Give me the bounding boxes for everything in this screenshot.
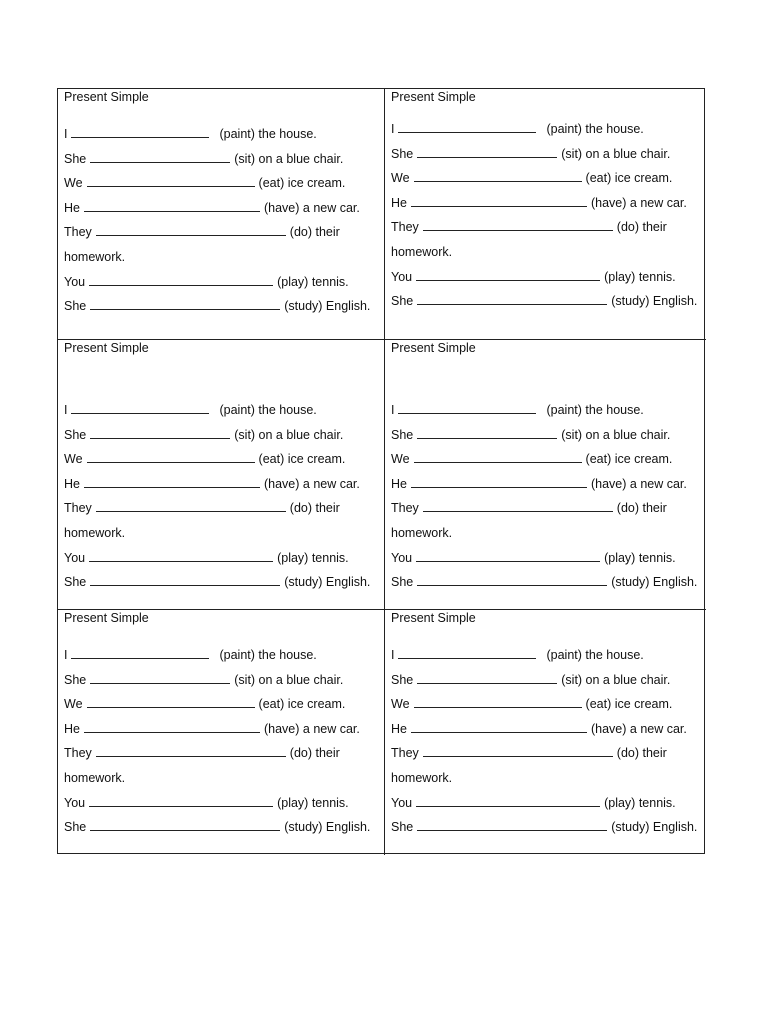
answer-blank[interactable] xyxy=(417,671,557,684)
line-prompt: (do) their homework. xyxy=(64,501,340,540)
line-prompt: (play) tennis. xyxy=(277,550,349,565)
line-prompt: (eat) ice cream. xyxy=(258,452,346,467)
exercise-line xyxy=(391,447,702,472)
line-prompt: (paint) the house. xyxy=(546,403,644,417)
answer-blank[interactable] xyxy=(411,194,587,207)
worksheet-card xyxy=(385,610,706,855)
line-subject: I xyxy=(64,127,68,141)
line-subject: I xyxy=(391,648,395,662)
line-prompt: (play) tennis. xyxy=(604,269,676,284)
exercise-line xyxy=(64,472,380,497)
line-subject: You xyxy=(64,795,86,810)
worksheet-card xyxy=(58,610,385,855)
line-prompt: (play) tennis. xyxy=(277,274,349,289)
exercise-line xyxy=(64,270,380,295)
line-subject: You xyxy=(391,795,413,810)
answer-blank[interactable] xyxy=(423,744,613,757)
line-prompt: (sit) on a blue chair. xyxy=(234,672,344,687)
line-subject: She xyxy=(64,575,87,590)
exercise-lines xyxy=(64,398,380,595)
answer-blank[interactable] xyxy=(90,150,230,163)
line-prompt: (play) tennis. xyxy=(604,550,676,565)
line-prompt: (paint) the house. xyxy=(546,648,644,662)
line-subject: She xyxy=(64,299,87,314)
exercise-line xyxy=(64,122,380,147)
line-prompt: (sit) on a blue chair. xyxy=(561,427,671,442)
worksheet-card xyxy=(385,89,706,340)
line-prompt: (study) English. xyxy=(611,820,698,835)
line-subject: He xyxy=(391,721,407,736)
exercise-line xyxy=(391,265,702,290)
exercise-line xyxy=(64,741,380,790)
answer-blank[interactable] xyxy=(90,573,280,586)
line-subject: They xyxy=(391,220,419,235)
line-subject: We xyxy=(391,697,410,712)
line-subject: We xyxy=(64,697,83,712)
exercise-line xyxy=(391,717,702,742)
line-subject: She xyxy=(391,294,414,309)
exercise-line xyxy=(391,423,702,448)
line-prompt: (do) their homework. xyxy=(391,746,667,785)
answer-blank[interactable] xyxy=(71,401,209,414)
exercise-line xyxy=(391,215,702,264)
exercise-lines xyxy=(64,643,380,840)
line-subject: They xyxy=(64,225,92,240)
answer-blank[interactable] xyxy=(417,818,607,831)
answer-blank[interactable] xyxy=(423,499,613,512)
line-prompt: (eat) ice cream. xyxy=(258,697,346,712)
card-title: Present Simple xyxy=(391,90,476,104)
answer-blank[interactable] xyxy=(411,475,587,488)
answer-blank[interactable] xyxy=(417,573,607,586)
line-prompt: (sit) on a blue chair. xyxy=(561,672,671,687)
line-subject: She xyxy=(391,427,414,442)
line-prompt: (have) a new car. xyxy=(263,721,360,736)
answer-blank[interactable] xyxy=(89,273,273,286)
exercise-line xyxy=(64,398,380,423)
line-prompt: (paint) the house. xyxy=(219,648,317,662)
line-subject: She xyxy=(64,427,87,442)
answer-blank[interactable] xyxy=(90,297,280,310)
exercise-line xyxy=(391,398,702,423)
exercise-lines xyxy=(391,398,702,595)
exercise-line xyxy=(64,717,380,742)
answer-blank[interactable] xyxy=(87,450,255,463)
exercise-line xyxy=(64,692,380,717)
answer-blank[interactable] xyxy=(414,169,582,182)
line-subject: She xyxy=(391,672,414,687)
answer-blank[interactable] xyxy=(414,450,582,463)
card-title: Present Simple xyxy=(64,341,149,355)
exercise-line xyxy=(391,496,702,545)
line-prompt: (eat) ice cream. xyxy=(258,176,346,191)
exercise-line xyxy=(391,117,702,142)
line-prompt: (sit) on a blue chair. xyxy=(561,146,671,161)
line-subject: They xyxy=(64,746,92,761)
line-subject: I xyxy=(64,648,68,662)
exercise-line xyxy=(391,289,702,314)
answer-blank[interactable] xyxy=(416,268,600,281)
exercise-line xyxy=(64,570,380,595)
answer-blank[interactable] xyxy=(417,426,557,439)
line-prompt: (eat) ice cream. xyxy=(585,452,673,467)
answer-blank[interactable] xyxy=(423,218,613,231)
line-prompt: (study) English. xyxy=(284,299,371,314)
exercise-line xyxy=(64,447,380,472)
exercise-lines xyxy=(64,122,380,319)
answer-blank[interactable] xyxy=(87,695,255,708)
line-prompt: (sit) on a blue chair. xyxy=(234,427,344,442)
answer-blank[interactable] xyxy=(71,646,209,659)
line-subject: We xyxy=(64,452,83,467)
line-subject: He xyxy=(64,200,80,215)
exercise-lines xyxy=(391,643,702,840)
answer-blank[interactable] xyxy=(71,125,209,138)
answer-blank[interactable] xyxy=(96,223,286,236)
line-subject: She xyxy=(391,575,414,590)
answer-blank[interactable] xyxy=(416,794,600,807)
line-prompt: (do) their homework. xyxy=(64,225,340,264)
line-subject: She xyxy=(391,146,414,161)
line-subject: She xyxy=(64,820,87,835)
answer-blank[interactable] xyxy=(414,695,582,708)
exercise-line xyxy=(391,546,702,571)
line-prompt: (study) English. xyxy=(611,575,698,590)
line-subject: I xyxy=(64,403,68,417)
line-subject: She xyxy=(64,151,87,166)
answer-blank[interactable] xyxy=(90,426,230,439)
line-subject: She xyxy=(391,820,414,835)
exercise-line xyxy=(64,815,380,840)
answer-blank[interactable] xyxy=(84,720,260,733)
answer-blank[interactable] xyxy=(84,475,260,488)
line-prompt: (have) a new car. xyxy=(590,195,687,210)
exercise-line xyxy=(391,166,702,191)
line-prompt: (study) English. xyxy=(611,294,698,309)
line-subject: You xyxy=(391,269,413,284)
line-subject: He xyxy=(391,476,407,491)
exercise-line xyxy=(64,668,380,693)
line-prompt: (eat) ice cream. xyxy=(585,171,673,186)
answer-blank[interactable] xyxy=(90,818,280,831)
answer-blank[interactable] xyxy=(398,646,536,659)
exercise-line xyxy=(391,791,702,816)
exercise-line xyxy=(64,423,380,448)
line-subject: She xyxy=(64,672,87,687)
line-prompt: (do) their homework. xyxy=(391,220,667,259)
answer-blank[interactable] xyxy=(417,292,607,305)
line-subject: I xyxy=(391,403,395,417)
exercise-line xyxy=(391,692,702,717)
worksheet-grid xyxy=(57,88,705,854)
answer-blank[interactable] xyxy=(398,120,536,133)
answer-blank[interactable] xyxy=(84,199,260,212)
line-subject: He xyxy=(391,195,407,210)
line-prompt: (have) a new car. xyxy=(590,721,687,736)
exercise-line xyxy=(391,191,702,216)
line-subject: He xyxy=(64,721,80,736)
line-subject: We xyxy=(64,176,83,191)
line-subject: We xyxy=(391,171,410,186)
card-title: Present Simple xyxy=(64,90,149,104)
exercise-line xyxy=(64,546,380,571)
answer-blank[interactable] xyxy=(89,794,273,807)
exercise-line xyxy=(391,472,702,497)
answer-blank[interactable] xyxy=(411,720,587,733)
answer-blank[interactable] xyxy=(96,499,286,512)
exercise-line xyxy=(64,294,380,319)
exercise-line xyxy=(64,196,380,221)
answer-blank[interactable] xyxy=(398,401,536,414)
exercise-line xyxy=(391,815,702,840)
card-title: Present Simple xyxy=(64,611,149,625)
exercise-line xyxy=(64,496,380,545)
exercise-line xyxy=(64,171,380,196)
answer-blank[interactable] xyxy=(89,549,273,562)
line-subject: They xyxy=(391,746,419,761)
worksheet-card xyxy=(385,340,706,610)
exercise-line xyxy=(391,643,702,668)
exercise-lines xyxy=(391,117,702,314)
exercise-line xyxy=(391,570,702,595)
line-prompt: (eat) ice cream. xyxy=(585,697,673,712)
line-subject: They xyxy=(64,501,92,516)
answer-blank[interactable] xyxy=(90,671,230,684)
exercise-line xyxy=(64,147,380,172)
line-prompt: (study) English. xyxy=(284,575,371,590)
line-prompt: (paint) the house. xyxy=(219,403,317,417)
line-prompt: (have) a new car. xyxy=(263,476,360,491)
line-prompt: (have) a new car. xyxy=(590,476,687,491)
card-title: Present Simple xyxy=(391,341,476,355)
exercise-line xyxy=(64,791,380,816)
line-prompt: (paint) the house. xyxy=(219,127,317,141)
line-subject: I xyxy=(391,122,395,136)
exercise-line xyxy=(64,643,380,668)
line-prompt: (play) tennis. xyxy=(277,795,349,810)
exercise-line xyxy=(391,741,702,790)
line-prompt: (have) a new car. xyxy=(263,200,360,215)
answer-blank[interactable] xyxy=(96,744,286,757)
exercise-line xyxy=(391,668,702,693)
answer-blank[interactable] xyxy=(416,549,600,562)
line-subject: They xyxy=(391,501,419,516)
answer-blank[interactable] xyxy=(417,145,557,158)
line-prompt: (paint) the house. xyxy=(546,122,644,136)
line-prompt: (study) English. xyxy=(284,820,371,835)
line-subject: He xyxy=(64,476,80,491)
line-subject: You xyxy=(391,550,413,565)
line-prompt: (do) their homework. xyxy=(391,501,667,540)
answer-blank[interactable] xyxy=(87,174,255,187)
line-prompt: (play) tennis. xyxy=(604,795,676,810)
card-title: Present Simple xyxy=(391,611,476,625)
exercise-line xyxy=(391,142,702,167)
line-prompt: (do) their homework. xyxy=(64,746,340,785)
exercise-line xyxy=(64,220,380,269)
line-subject: You xyxy=(64,274,86,289)
line-prompt: (sit) on a blue chair. xyxy=(234,151,344,166)
worksheet-card xyxy=(58,340,385,610)
worksheet-card xyxy=(58,89,385,340)
line-subject: You xyxy=(64,550,86,565)
line-subject: We xyxy=(391,452,410,467)
